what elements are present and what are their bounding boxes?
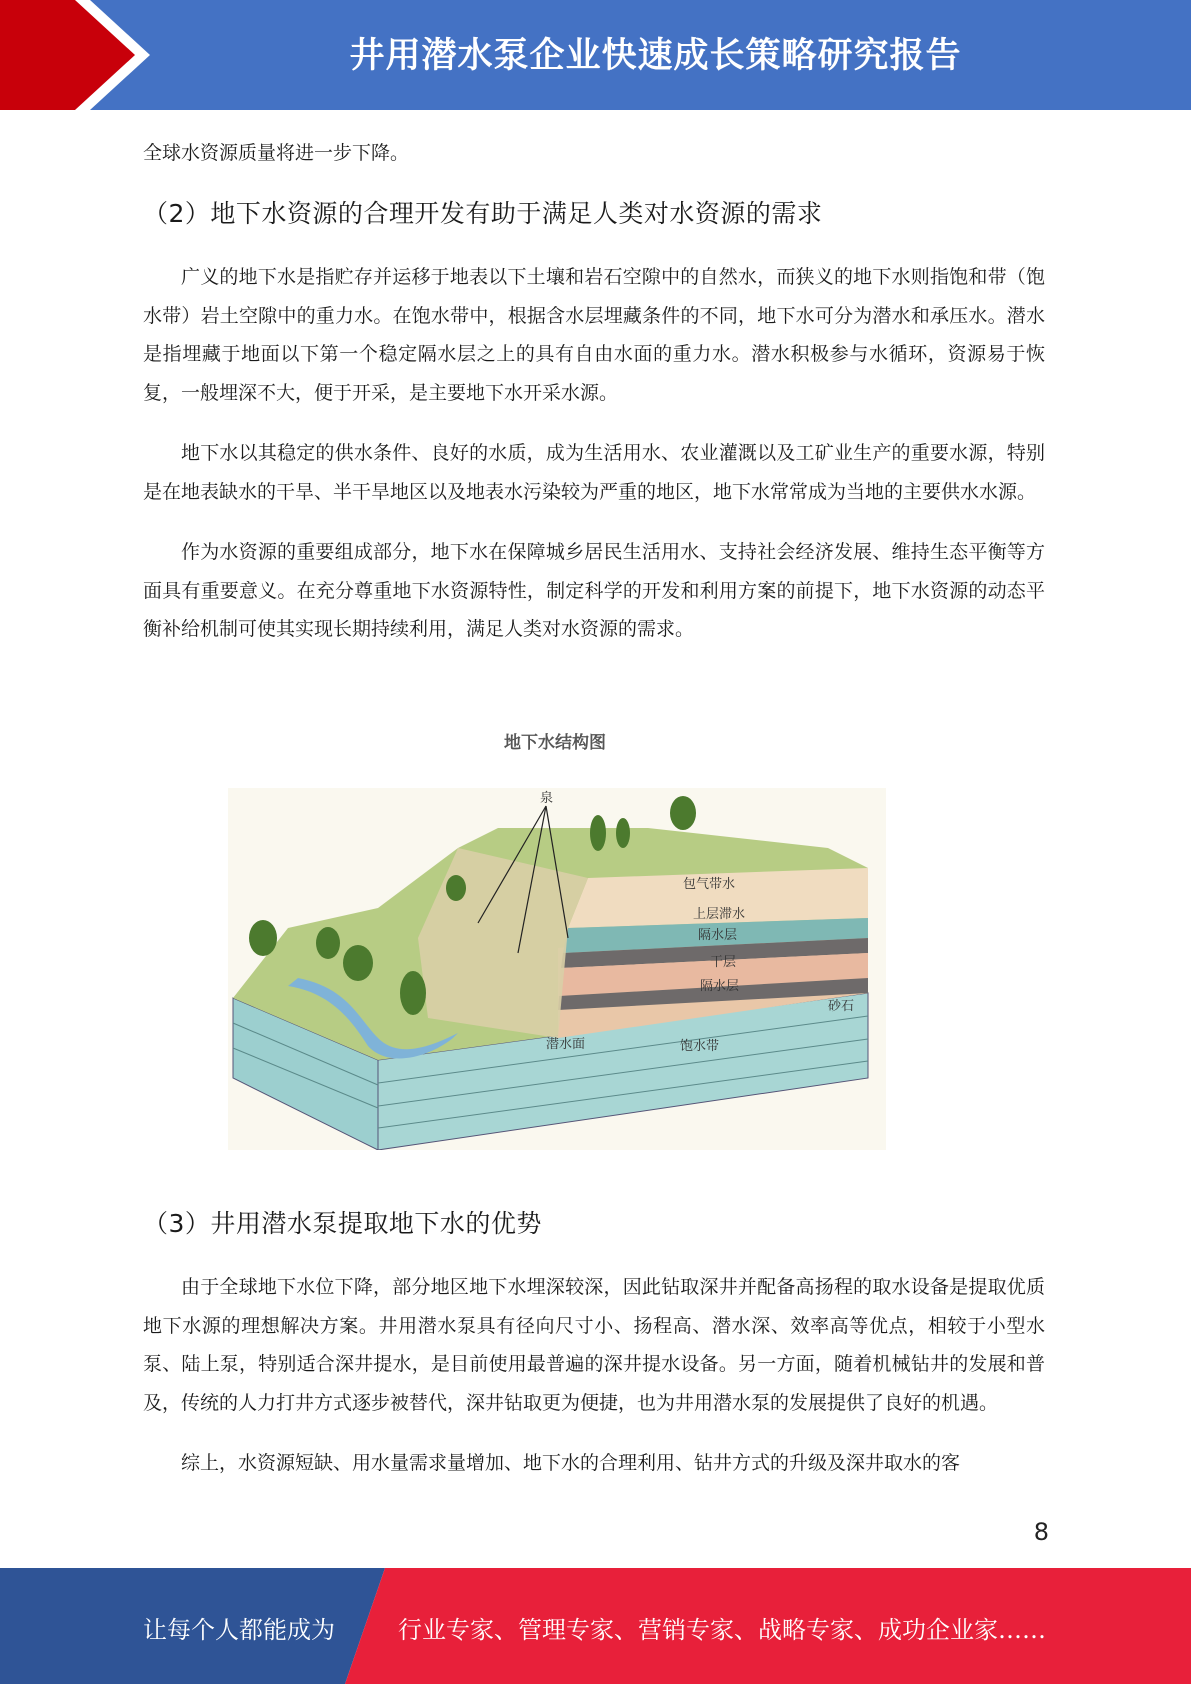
section-2-heading: （2）地下水资源的合理开发有助于满足人类对水资源的需求 bbox=[143, 199, 823, 228]
section-2-paragraph-3: 作为水资源的重要组成部分，地下水在保障城乡居民生活用水、支持社会经济发展、维持生态平衡等方面具有重要意义。在充分尊重地下水资源特性，制定科学的开发和利用方案的前提下，地下水资源的动态平衡补给机制可使其实现长期持续利用，满足人类对水资源的需求。 bbox=[143, 541, 1045, 640]
label-vadose: 包气带水 bbox=[683, 877, 736, 892]
label-dry-layer: 干层 bbox=[710, 955, 737, 970]
label-gravel: 砂石 bbox=[828, 999, 855, 1014]
section-3-heading-wrap bbox=[143, 1204, 1045, 1240]
figure-title: 地下水结构图 bbox=[504, 733, 606, 753]
section-2-body bbox=[143, 258, 1045, 649]
label-saturated: 饱水带 bbox=[680, 1039, 720, 1054]
page-header bbox=[0, 0, 1191, 110]
intro-text bbox=[143, 134, 1045, 173]
report-title: 井用潜水泵企业快速成长策略研究报告 bbox=[349, 36, 962, 76]
footer-slogan-right: 行业专家、管理专家、营销专家、战略专家、成功企业家…… bbox=[398, 1616, 1046, 1644]
page-number: 8 bbox=[1033, 1518, 1049, 1546]
groundwater-diagram-svg bbox=[228, 788, 886, 1150]
section-3-paragraph-2: 综上，水资源短缺、用水量需求量增加、地下水的合理利用、钻井方式的升级及深井取水的客 bbox=[181, 1452, 961, 1474]
section-3-heading: （3）井用潜水泵提取地下水的优势 bbox=[143, 1209, 542, 1238]
intro-paragraph: 全球水资源质量将进一步下降。 bbox=[143, 142, 410, 164]
label-spring: 泉 bbox=[540, 791, 554, 806]
label-aquiclude-lower: 隔水层 bbox=[700, 979, 740, 994]
groundwater-diagram bbox=[228, 788, 886, 1150]
header-red-chevron bbox=[0, 0, 135, 110]
page-footer bbox=[0, 1568, 1191, 1684]
section-2-paragraph-2: 地下水以其稳定的供水条件、良好的水质，成为生活用水、农业灌溉以及工矿业生产的重要水源，特别是在地表缺水的干旱、半干旱地区以及地表水污染较为严重的地区，地下水常常成为当地的主要供水水源。 bbox=[143, 442, 1045, 503]
section-3-paragraph-1: 由于全球地下水位下降，部分地区地下水埋深较深，因此钻取深井并配备高扬程的取水设备是提取优质地下水源的理想解决方案。井用潜水泵具有径向尺寸小、扬程高、潜水深、效率高等优点，相较于小型水泵、陆上泵，特别适合深井提水，是目前使用最普遍的深井提水设备。另一方面，随着机械钻井的发展和普及，传统的人力打井方式逐步被替代，深井钻取更为便捷，也为井用潜水泵的发展提供了良好的机遇。 bbox=[143, 1276, 1045, 1414]
section-3-body bbox=[143, 1268, 1045, 1483]
label-aquiclude-upper: 隔水层 bbox=[698, 928, 738, 943]
section-2-heading-wrap bbox=[143, 194, 1045, 230]
section-2-paragraph-1: 广义的地下水是指贮存并运移于地表以下土壤和岩石空隙中的自然水，而狭义的地下水则指饱和带（饱水带）岩土空隙中的重力水。在饱水带中，根据含水层埋藏条件的不同，地下水可分为潜水和承压水。潜水是指埋藏于地面以下第一个稳定隔水层之上的具有自由水面的重力水。潜水积极参与水循环，资源易于恢复，一般埋深不大，便于开采，是主要地下水开采水源。 bbox=[143, 266, 1045, 404]
label-perched: 上层滞水 bbox=[693, 907, 746, 922]
footer-slogan-left: 让每个人都能成为 bbox=[143, 1616, 335, 1644]
label-water-table: 潜水面 bbox=[546, 1037, 586, 1052]
